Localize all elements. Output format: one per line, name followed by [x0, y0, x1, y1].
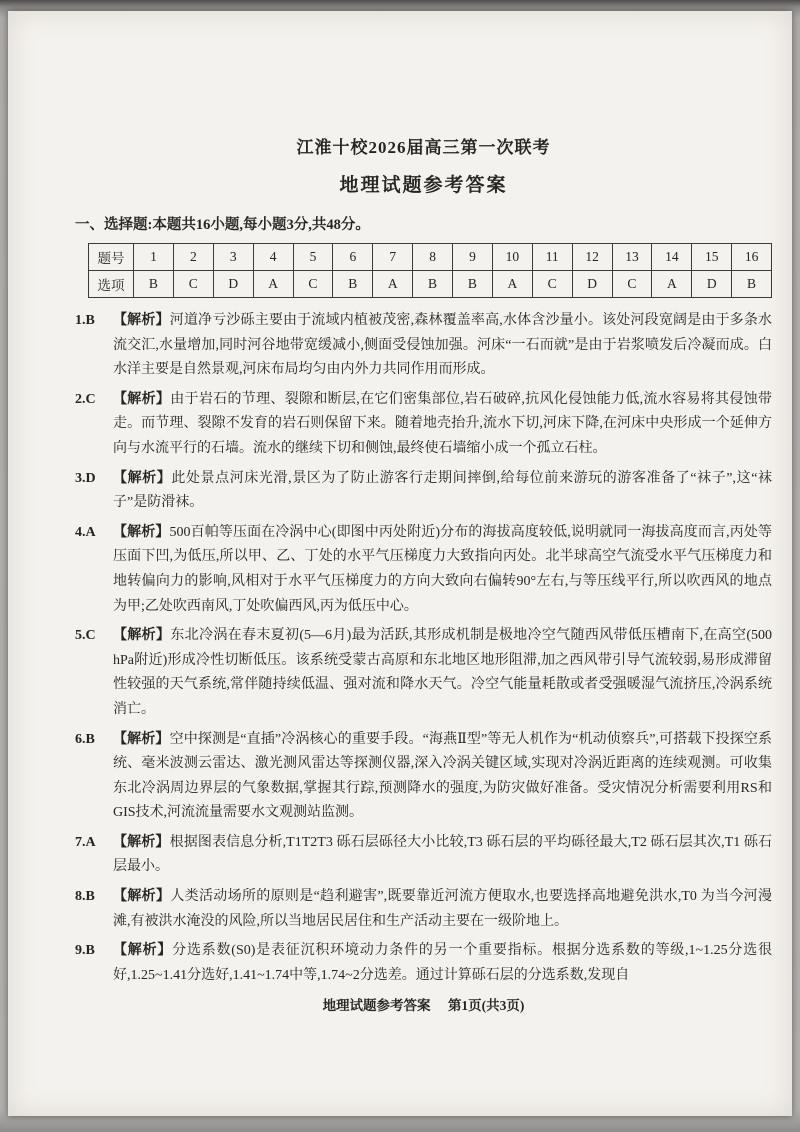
answer-option-cell: B: [134, 271, 174, 298]
exam-title: 江淮十校2026届高三第一次联考: [296, 138, 551, 157]
question-number-cell: 8: [413, 244, 453, 271]
page-footer: [75, 994, 772, 1014]
explanation-item: [75, 831, 772, 880]
question-number-cell: 16: [732, 244, 772, 271]
item-number: 8.B: [75, 889, 95, 905]
footer-page-number: 第1页(共3页): [447, 998, 525, 1014]
answer-option-cell: D: [572, 271, 612, 298]
explanation-item: [75, 467, 772, 516]
question-number-cell: 11: [532, 244, 572, 271]
question-number-cell: 9: [453, 244, 493, 271]
question-number-cell: 12: [572, 244, 612, 271]
analysis-label: 【解析】: [113, 889, 171, 905]
question-number-cell: 6: [333, 244, 373, 271]
paper-sheet: [8, 11, 792, 1116]
item-number: 9.B: [75, 943, 95, 959]
answer-option-cell: C: [173, 271, 213, 298]
item-text: 由于岩石的节理、裂隙和断层,在它们密集部位,岩石破碎,抗风化侵蚀能力低,流水容易将其侵蚀带走。而节理、裂隙不发育的岩石则保留下来。随着地壳抬升,流水下切,河床下降,在河床中央形成一个延伸方向与水流平行的石墙。流水的继续下切和侧蚀,最终使石墙缩小成一个孤立石柱。: [113, 391, 772, 456]
question-number-cell: 1: [134, 244, 174, 271]
analysis-label: 【解析】: [113, 524, 170, 540]
item-text: 人类活动场所的原则是“趋利避害”,既要靠近河流方便取水,也要选择高地避免洪水,T0 为当今河漫滩,有被洪水淹没的风险,所以当地居民居住和生产活动主要在一级阶地上。: [113, 889, 772, 929]
explanation-item: [75, 521, 772, 619]
explanations-list: [75, 309, 772, 988]
question-number-cell: 3: [213, 244, 253, 271]
analysis-label: 【解析】: [113, 834, 170, 850]
analysis-label: 【解析】: [113, 313, 170, 328]
explanation-item: [75, 885, 772, 934]
item-text: 分选系数(S0)是表征沉积环境动力条件的另一个重要指标。根据分选系数的等级,1~1.25分选很好,1.25~1.41分选好,1.41~1.74中等,1.74~2分选差。通过计算砾石层的分选系数,发现自: [113, 943, 772, 983]
answer-option-cell: B: [333, 271, 373, 298]
answer-table: [88, 243, 772, 298]
answer-option-cell: B: [732, 271, 772, 298]
answer-key-title: 地理试题参考答案: [339, 175, 508, 196]
answer-option-cell: C: [293, 271, 333, 298]
answer-table-row: [89, 244, 772, 271]
explanation-item: [75, 309, 772, 383]
answer-option-cell: C: [612, 271, 652, 298]
explanation-item: [75, 624, 772, 722]
page-content: [75, 133, 772, 1116]
question-number-cell: 14: [652, 244, 692, 271]
analysis-label: 【解析】: [113, 943, 173, 959]
item-text: 500百帕等压面在冷涡中心(即图中丙处附近)分布的海拔高度较低,说明就同一海拔高度而言,丙处等压面下凹,为低压,所以甲、乙、丁处的水平气压梯度力大致指向丙处。北半球高空气流受水平气压梯度力和地转偏向力的影响,风相对于水平气压梯度力的方向大致向右偏转90°左右,与等压线平行,所以吹西风的地点为甲;乙处吹西南风,丁处吹偏西风,丙为低压中心。: [113, 524, 773, 614]
question-number-label: 题号: [89, 244, 134, 271]
answer-option-cell: B: [413, 271, 453, 298]
answer-option-cell: A: [253, 271, 293, 298]
question-number-cell: 13: [612, 244, 652, 271]
item-text: 空中探测是“直插”冷涡核心的重要手段。“海燕Ⅱ型”等无人机作为“机动侦察兵”,可搭载下投探空系统、毫米波测云雷达、激光测风雷达等探测仪器,深入冷涡关键区域,实现对冷涡近距离的连续观测。可收集东北冷涡周边界层的气象数据,掌握其行踪,预测降水的强度,为防灾做好准备。受灾情况分析需要利用RS和GIS技术,河流流量需要水文观测站监测。: [113, 731, 773, 821]
item-number: 1.B: [75, 313, 95, 328]
item-number: 7.A: [75, 834, 96, 850]
question-number-cell: 10: [492, 244, 532, 271]
answer-option-cell: D: [213, 271, 253, 298]
question-number-cell: 4: [253, 244, 293, 271]
item-number: 6.B: [75, 731, 95, 747]
explanation-item: [75, 728, 772, 826]
item-number: 3.D: [75, 470, 96, 486]
question-number-cell: 5: [293, 244, 333, 271]
section-heading: 一、选择题:本题共16小题,每小题3分,共48分。: [75, 217, 370, 233]
analysis-label: 【解析】: [113, 628, 171, 644]
answer-option-cell: C: [532, 271, 572, 298]
item-text: 东北冷涡在春末夏初(5—6月)最为活跃,其形成机制是极地冷空气随西风带低压槽南下,在高空(500 hPa附近)形成冷性切断低压。该系统受蒙古高原和东北地区地形阻滞,加之西风带引导气流较弱,易形成滞留性较强的天气系统,常伴随持续低温、强对流和降水天气。冷空气能量耗散或者受强暖湿气流挤压,冷涡系统消亡。: [113, 628, 773, 717]
question-number-cell: 15: [692, 244, 732, 271]
question-number-cell: 7: [373, 244, 413, 271]
answer-option-cell: B: [453, 271, 493, 298]
item-number: 5.C: [75, 628, 96, 644]
explanation-item: [75, 388, 772, 462]
answer-option-cell: A: [652, 271, 692, 298]
answer-option-cell: A: [373, 271, 413, 298]
answer-option-cell: A: [492, 271, 532, 298]
answer-table-row: [89, 271, 772, 298]
analysis-label: 【解析】: [113, 470, 172, 486]
analysis-label: 【解析】: [113, 731, 170, 747]
question-number-cell: 2: [173, 244, 213, 271]
item-number: 2.C: [75, 391, 96, 407]
item-number: 4.A: [75, 524, 96, 540]
answer-option-label: 选项: [89, 271, 134, 298]
answer-option-cell: D: [692, 271, 732, 298]
explanation-item: [75, 939, 772, 988]
footer-title: 地理试题参考答案: [322, 998, 431, 1014]
item-text: 此处景点河床光滑,景区为了防止游客行走期间摔倒,给每位前来游玩的游客准备了“袜子”,这“袜子”是防滑袜。: [113, 470, 773, 511]
item-text: 河道净亏沙砾主要由于流域内植被茂密,森林覆盖率高,水体含沙量小。该处河段宽阔是由于多条水流交汇,水量增加,同时河谷地带宽缓减小,侧面受侵蚀加强。河床“一石而就”是由于岩浆喷发后冷凝而成。白水洋主要是自然景观,河床布局均匀由内外力共同作用而形成。: [113, 313, 773, 378]
item-text: 根据图表信息分析,T1T2T3 砾石层砾径大小比较,T3 砾石层的平均砾径最大,T2 砾石层其次,T1 砾石层最小。: [113, 834, 773, 875]
analysis-label: 【解析】: [113, 391, 171, 407]
